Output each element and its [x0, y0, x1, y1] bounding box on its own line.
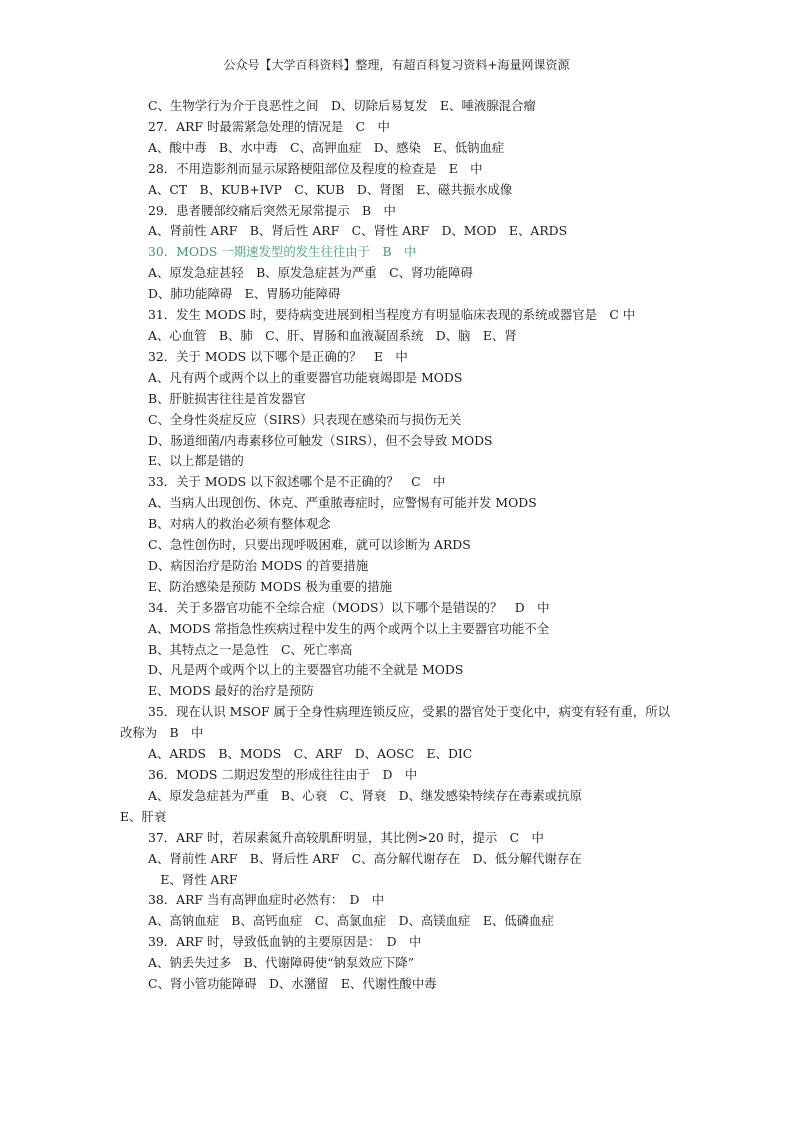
- options-30-a: A、原发急症甚轻 B、原发急症甚为严重 C、肾功能障碍: [148, 265, 473, 281]
- question-35: 35．现在认识 MSOF 属于全身性病理连锁反应，受累的器官处于变化中，病变有轻有重，所以改称为 B 中: [120, 704, 671, 741]
- options-28: A、CT B、KUB+IVP C、KUB D、肾图 E、磁共振水成像: [148, 181, 513, 197]
- question-34: 34．关于多器官功能不全综合症（MODS）以下哪个是错误的？ D 中: [148, 599, 550, 615]
- option-32-c: C、全身性炎症反应（SIRS）只表现在感染而与损伤无关: [148, 411, 462, 427]
- options-39-b: C、肾小管功能障碍 D、水潴留 E、代谢性酸中毒: [148, 976, 437, 992]
- question-39: 39．ARF 时，导致低血钠的主要原因是： D 中: [148, 934, 422, 950]
- option-34-bc: B、其特点之一是急性 C、死亡率高: [148, 641, 353, 657]
- text-line: C、生物学行为介于良恶性之间 D、切除后易复发 E、唾液腺混合瘤: [148, 98, 536, 113]
- option-33-b: B、对病人的救治必须有整体观念: [148, 516, 331, 532]
- options-31: A、心血管 B、肺 C、肝、胃肠和血液凝固系统 D、脑 E、肾: [148, 327, 517, 343]
- options-35: A、ARDS B、MODS C、ARF D、AOSC E、DIC: [148, 746, 473, 762]
- options-37-a: A、肾前性 ARF B、肾后性 ARF C、高分解代谢存在 D、低分解代谢存在: [148, 850, 582, 866]
- option-32-b: B、肝脏损害往往是首发器官: [148, 390, 306, 406]
- options-30-b: D、肺功能障碍 E、胃肠功能障碍: [148, 286, 341, 302]
- options-38: A、高钠血症 B、高钙血症 C、高氯血症 D、高镁血症 E、低磷血症: [148, 913, 554, 929]
- option-34-a: A、MODS 常指急性疾病过程中发生的两个或两个以上主要器官功能不全: [148, 620, 550, 636]
- question-36: 36．MODS 二期迟发型的形成往往由于 D 中: [148, 767, 418, 782]
- option-33-d: D、病因治疗是防治 MODS 的首要措施: [148, 557, 369, 573]
- options-39-a: A、钠丢失过多 B、代谢障碍使“钠泵效应下降”: [148, 955, 415, 971]
- question-30-highlighted: 30．MODS 一期速发型的发生往往由于 B 中: [148, 244, 417, 260]
- page-header: 公众号【大学百科资料】整理，有超百科复习资料+海量网课资源: [223, 58, 570, 72]
- option-32-d: D、肠道细菌/内毒素移位可触发（SIRS），但不会导致 MODS: [148, 432, 493, 448]
- option-32-a: A、凡有两个或两个以上的重要器官功能衰竭即是 MODS: [148, 369, 463, 385]
- question-32: 32．关于 MODS 以下哪个是正确的？ E 中: [148, 348, 408, 364]
- option-33-c: C、急性创伤时，只要出现呼吸困难，就可以诊断为 ARDS: [148, 537, 471, 553]
- question-28: 28．不用造影剂而显示尿路梗阻部位及程度的检查是 E 中: [148, 160, 483, 176]
- option-33-a: A、当病人出现创伤、休克、严重脓毒症时，应警惕有可能并发 MODS: [148, 495, 537, 511]
- question-27: 27．ARF 时最需紧急处理的情况是 C 中: [148, 118, 390, 134]
- document-body: [120, 96, 680, 995]
- options-36-b: E、肝衰: [120, 808, 167, 824]
- option-34-e: E、MODS 最好的治疗是预防: [148, 683, 314, 699]
- options-36-a: A、原发急症甚为严重 B、心衰 C、肾衰 D、继发感染特续存在毒素或抗原: [148, 787, 582, 803]
- options-37-b: E、肾性 ARF: [148, 871, 238, 887]
- options-27: A、酸中毒 B、水中毒 C、高钾血症 D、感染 E、低钠血症: [148, 139, 505, 155]
- question-29: 29．患者腰部绞痛后突然无尿常提示 B 中: [148, 202, 396, 218]
- option-34-d: D、凡是两个或两个以上的主要器官功能不全就是 MODS: [148, 662, 464, 678]
- option-32-e: E、以上都是错的: [148, 453, 244, 469]
- question-33: 33．关于 MODS 以下叙述哪个是不正确的？ C 中: [148, 474, 446, 490]
- option-33-e: E、防治感染是预防 MODS 极为重要的措施: [148, 578, 393, 594]
- question-38: 38．ARF 当有高钾血症时必然有： D 中: [148, 892, 385, 908]
- options-29: A、肾前性 ARF B、肾后性 ARF C、肾性 ARF D、MOD E、ARDS: [148, 223, 568, 239]
- question-37: 37．ARF 时，若尿素氮升高较肌酐明显，其比例>20 时，提示 C 中: [148, 829, 544, 845]
- question-31: 31．发生 MODS 时，要待病变进展到相当程度方有明显临床表现的系统或器官是 C 中: [148, 307, 636, 323]
